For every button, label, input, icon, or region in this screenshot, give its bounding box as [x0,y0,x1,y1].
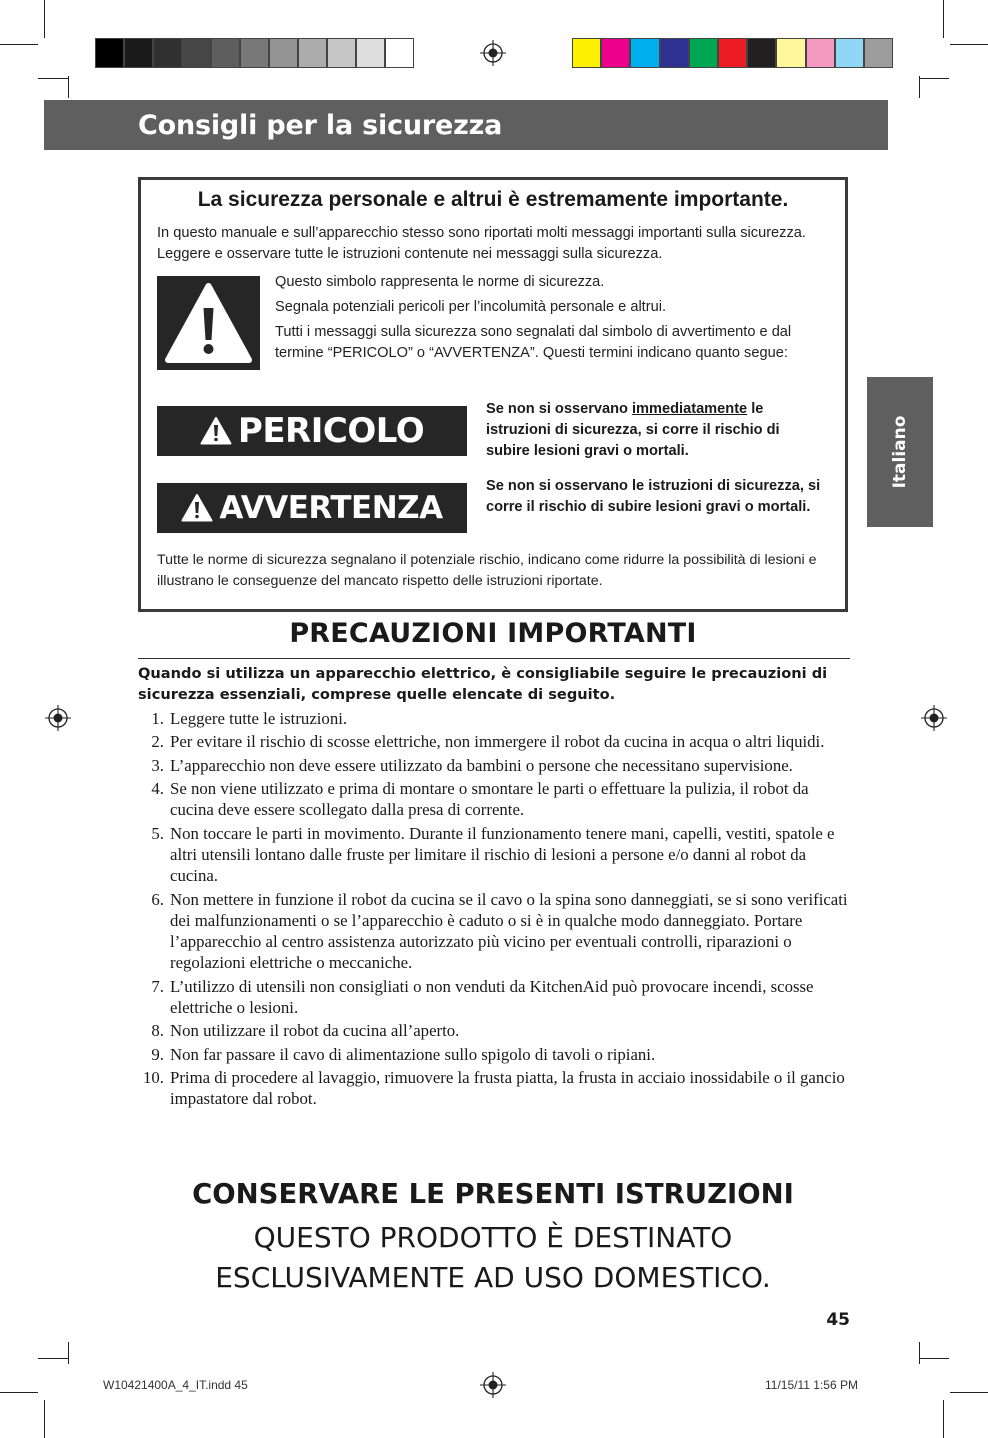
list-item-text: Non mettere in funzione il robot da cucina se il cavo o la spina sono danneggiati, se si sono verificati dei malfunzionamenti o se l’apparecchio è caduto o si è in qualche modo danneggiato. Portare l’apparecchio al centro assistenza autorizzato più vicino per eventuali controlli, riparazioni o regolazioni elettriche o meccaniche. [170,889,848,973]
grayscale-swatch [327,38,356,68]
list-item [138,731,850,752]
symbol-line-3: Tutti i messaggi sulla sicurezza sono segnalati dal simbolo di avvertimento e dal termine “PERICOLO” o “AVVERTENZA”. Questi termini indicano quanto segue: [275,324,792,361]
list-item-text: Se non viene utilizzato e prima di montare o smontare le parti o effettuare la pulizia, il robot da cucina deve essere scollegato dalla presa di corrente. [170,779,809,820]
warning-word: AVVERTENZA [219,490,443,526]
grayscale-swatch [95,38,124,68]
page-number: 45 [826,1310,850,1330]
safety-footer: Tutte le norme di sicurezza segnalano il potenziale rischio, indicano come ridurre la possibilità di lesioni e illustrano le conseguenze del mancato rispetto delle istruzioni riportate. [157,552,817,589]
danger-description [486,399,821,462]
divider [138,658,850,659]
warning-triangle-icon [157,276,260,370]
grayscale-swatch [153,38,182,68]
slug-filename: W10421400A_4_IT.indd 45 [103,1378,248,1392]
color-swatch [630,38,659,68]
precautions-title: PRECAUZIONI IMPORTANTI [289,618,697,649]
household-line-1: QUESTO PRODOTTO È DESTINATO [253,1221,733,1254]
color-swatch [806,38,835,68]
list-item-number: 5. [151,823,164,843]
list-item-number: 2. [151,732,164,752]
symbol-line-2: Segnala potenziali pericoli per l’incolumità personale e altrui. [275,299,667,315]
language-tab-label: Italiano [890,415,910,489]
warning-description: Se non si osservano le istruzioni di sicurezza, si corre il rischio di subire lesioni gravi o mortali. [486,478,821,515]
registration-mark-icon [45,705,71,731]
precautions-intro: Quando si utilizza un apparecchio elettrico, è consigliabile seguire le precauzioni di sicurezza essenziali, comprese quelle elencate di seguito. [138,665,828,703]
safety-title: La sicurezza personale e altrui è estremamente importante. [197,188,789,211]
color-swatch [660,38,689,68]
list-item-text: Non utilizzare il robot da cucina all’aperto. [170,1021,460,1041]
color-swatch [835,38,864,68]
warning-triangle-icon [200,416,232,446]
danger-word: PERICOLO [237,411,425,451]
safety-intro: In questo manuale e sull’apparecchio stesso sono riportati molti messaggi importanti sulla sicurezza. Leggere e osservare tutte le istruzioni contenute nei messaggi sulla sicurezza. [157,225,806,262]
list-item [138,708,850,729]
list-item-number: 3. [151,755,164,775]
list-item-text: L’apparecchio non deve essere utilizzato da bambini o persone che necessitano supervisione. [170,755,793,775]
registration-mark-icon [921,705,947,731]
grayscale-swatch [356,38,385,68]
list-item-number: 4. [151,779,164,799]
color-swatch [747,38,776,68]
grayscale-swatch [240,38,269,68]
list-item [138,976,850,1018]
list-item-text: Leggere tutte le istruzioni. [170,709,348,728]
grayscale-swatch [124,38,153,68]
household-use-notice [138,1218,848,1298]
list-item [138,755,850,776]
grayscale-swatch [385,38,414,68]
registration-mark-icon [480,40,506,66]
list-item-number: 6. [151,889,164,909]
list-item-text: Per evitare il rischio di scosse elettriche, non immergere il robot da cucina in acqua o altri liquidi. [170,732,825,752]
list-item-number: 8. [151,1021,164,1041]
warning-triangle-icon [181,493,213,523]
list-item-text: L’utilizzo di utensili non consigliati o non venduti da KitchenAid può provocare incendi, scosse elettriche o lesioni. [170,976,814,1017]
danger-desc-emphasis: immediatamente [632,401,748,417]
safety-alert-symbol-box [157,276,260,370]
list-item-number: 10. [143,1067,164,1087]
slug-date: 11/15/11 1:56 PM [765,1378,858,1392]
color-swatch [718,38,747,68]
warning-signal-box [157,483,467,533]
list-item-number: 7. [151,976,164,996]
registration-mark-icon [480,1372,506,1398]
household-line-2: ESCLUSIVAMENTE AD USO DOMESTICO. [215,1261,771,1294]
grayscale-swatch [182,38,211,68]
grayscale-swatch [269,38,298,68]
color-swatch [864,38,893,68]
color-swatch [776,38,805,68]
list-item [138,1044,850,1065]
list-item [138,1020,850,1041]
list-item-number: 1. [151,709,164,728]
keep-instructions-heading: CONSERVARE LE PRESENTI ISTRUZIONI [192,1178,794,1210]
precautions-list [138,708,850,1112]
list-item [138,778,850,820]
grayscale-swatch [298,38,327,68]
color-swatch [572,38,601,68]
danger-desc-before: Se non si osservano [486,401,632,417]
list-item [138,823,850,887]
list-item-text: Non toccare le parti in movimento. Durante il funzionamento tenere mani, capelli, vestiti, spatole e altri utensili lontano dalle fruste per limitare il rischio di lesioni a persone e/o danni al robot da cucina. [170,823,835,886]
danger-desc-after: le istruzioni di sicurezza, si corre il rischio di subire lesioni gravi o mortali. [486,401,780,459]
list-item [138,889,850,974]
color-swatch [689,38,718,68]
danger-signal-box [157,406,467,456]
list-item-number: 9. [151,1044,164,1064]
list-item-text: Prima di procedere al lavaggio, rimuovere la frusta piatta, la frusta in acciaio inossidabile o il gancio impastatore dal robot. [170,1067,845,1109]
list-item-text: Non far passare il cavo di alimentazione sullo spigolo di tavoli o ripiani. [170,1044,656,1064]
grayscale-swatch [211,38,240,68]
symbol-line-1: Questo simbolo rappresenta le norme di sicurezza. [275,274,605,290]
color-swatch [601,38,630,68]
list-item [138,1067,850,1109]
page-title: Consigli per la sicurezza [138,110,503,141]
